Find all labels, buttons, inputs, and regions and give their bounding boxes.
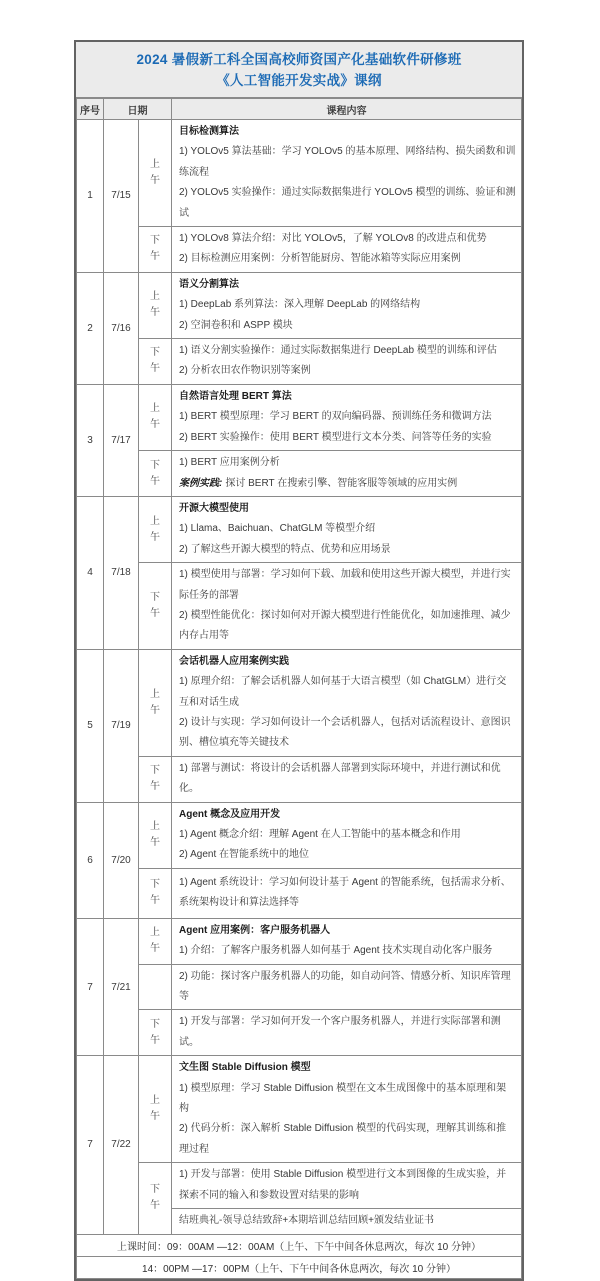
- course-subrow: [77, 1056, 522, 1163]
- course-item: 2) 设计与实现：学习如何设计一个会话机器人，包括对话流程设计、意图识别、槽位填充等关键技术: [179, 716, 511, 749]
- course-item: 2) 目标检测应用案例：分析智能厨房、智能冰箱等实际应用案例: [179, 253, 461, 265]
- course-subrow: [77, 868, 522, 918]
- session-content: [172, 227, 522, 273]
- topic-title: 会话机器人应用案例实践: [179, 655, 289, 667]
- course-subrow: [77, 802, 522, 868]
- title-line-1: 2024 暑假新工科全国高校师资国产化基础软件研修班: [136, 52, 462, 67]
- course-item: 2) 代码分析：深入解析 Stable Diffusion 模型的代码实现，理解其训练和推理过程: [179, 1123, 507, 1155]
- course-item: 1) BERT 应用案例分析: [179, 457, 280, 469]
- course-item: 1) Agent 系统设计：学习如何设计基于 Agent 的智能系统，包括需求分析、系统架构设计和算法选择等: [179, 876, 511, 909]
- header-row: [77, 99, 522, 120]
- course-item: 1) 语义分割实验操作：通过实际数据集进行 DeepLab 模型的训练和评估: [179, 345, 497, 357]
- session-content: [172, 802, 522, 868]
- row-number: 7: [77, 918, 104, 1055]
- session-content: [172, 563, 522, 650]
- session-content: [172, 496, 522, 562]
- session-time-label: 下 午: [139, 339, 172, 385]
- course-item: 1) 模型使用与部署：学习如何下载、加载和使用这些开源大模型，并进行实际任务的部署: [179, 569, 511, 601]
- session-time-label: 下 午: [139, 1163, 172, 1234]
- course-item: 2) 功能：探讨客户服务机器人的功能，如自动问答、情感分析、知识库管理等: [179, 970, 511, 1003]
- course-item: 2) 空洞卷积和 ASPP 模块: [179, 319, 293, 331]
- topic-title: 开源大模型使用: [179, 502, 249, 514]
- session-content: [172, 868, 522, 918]
- course-outline-sheet: [74, 40, 524, 1281]
- course-subrow: [77, 563, 522, 650]
- course-subrow: [77, 339, 522, 385]
- session-content: [172, 918, 522, 964]
- session-content: [172, 649, 522, 756]
- topic-title: Agent 应用案例：客户服务机器人: [179, 924, 331, 936]
- schedule-note-afternoon: 14：00PM —17：00PM（上午、下午中间各休息两次，每次 10 分钟）: [77, 1256, 522, 1278]
- course-item: 1) BERT 模型原理：学习 BERT 的双向编码器、预训练任务和微调方法: [179, 411, 492, 423]
- course-item: 2) BERT 实验操作：使用 BERT 模型进行文本分类、问答等任务的实验: [179, 431, 492, 443]
- row-number: 2: [77, 272, 104, 384]
- session-content: [172, 1163, 522, 1209]
- course-item: 1) 开发与部署：学习如何开发一个客户服务机器人，并进行实际部署和测试。: [179, 1016, 501, 1048]
- course-subrow: [77, 120, 522, 227]
- row-date: 7/19: [104, 649, 139, 802]
- course-subrow: [77, 272, 522, 338]
- session-time-label: 下 午: [139, 868, 172, 918]
- session-time-label: 上 午: [139, 272, 172, 338]
- course-item: 1) YOLOv8 算法介绍：对比 YOLOv5，了解 YOLOv8 的改进点和优势: [179, 233, 487, 245]
- session-content: [172, 120, 522, 227]
- row-date: 7/15: [104, 120, 139, 273]
- course-item: [179, 474, 516, 494]
- row-date: 7/17: [104, 384, 139, 496]
- row-date: 7/20: [104, 802, 139, 918]
- column-header-content: 课程内容: [172, 99, 522, 120]
- course-subrow: [77, 496, 522, 562]
- document-title: [76, 42, 522, 98]
- course-item: 2) Agent 在智能系统中的地位: [179, 849, 310, 861]
- session-content: [172, 339, 522, 385]
- course-item: 结班典礼-领导总结致辞+本期培训总结回顾+颁发结业证书: [179, 1215, 435, 1227]
- course-item: 2) YOLOv5 实验操作：通过实际数据集进行 YOLOv5 模型的训练、验证和测试: [179, 187, 516, 219]
- session-content: [172, 1056, 522, 1163]
- course-subrow: [77, 649, 522, 756]
- course-subrow: [77, 1010, 522, 1056]
- course-item: 2) 模型性能优化：探讨如何对开源大模型进行性能优化，如加速推理、减少内存占用等: [179, 609, 511, 642]
- row-number: 5: [77, 649, 104, 802]
- column-header-no: 序号: [77, 99, 104, 120]
- session-time-label: 下 午: [139, 563, 172, 650]
- topic-title: 文生图 Stable Diffusion 模型: [179, 1062, 311, 1074]
- row-date: 7/18: [104, 496, 139, 649]
- session-time-label: 上 午: [139, 496, 172, 562]
- session-content: [172, 964, 522, 1010]
- row-number: 3: [77, 384, 104, 496]
- course-subrow: [77, 227, 522, 273]
- course-item: 1) YOLOv5 算法基础：学习 YOLOv5 的基本原理、网络结构、损失函数和训练流程: [179, 146, 516, 178]
- course-item: 1) DeepLab 系列算法：深入理解 DeepLab 的网络结构: [179, 299, 421, 311]
- course-subrow: [77, 964, 522, 1010]
- row-number: 6: [77, 802, 104, 918]
- course-item: 1) Llama、Baichuan、ChatGLM 等模型介绍: [179, 523, 376, 535]
- course-subrow: [77, 1163, 522, 1209]
- topic-title: 目标检测算法: [179, 126, 239, 137]
- course-subrow: [77, 918, 522, 964]
- session-time-label: 下 午: [139, 756, 172, 802]
- course-subrow: [77, 384, 522, 450]
- session-time-label: 上 午: [139, 384, 172, 450]
- session-time-label: 上 午: [139, 1056, 172, 1163]
- session-time-label: 下 午: [139, 227, 172, 273]
- course-item: 2) 了解这些开源大模型的特点、优势和应用场景: [179, 543, 391, 555]
- row-number: 4: [77, 496, 104, 649]
- row-date: 7/22: [104, 1056, 139, 1234]
- course-subrow: [77, 756, 522, 802]
- session-time-label: 下 午: [139, 451, 172, 497]
- title-line-2: 《人工智能开发实战》课纲: [216, 73, 382, 88]
- session-time-label: 上 午: [139, 918, 172, 964]
- session-time-label: 上 午: [139, 802, 172, 868]
- course-item-text: 探讨 BERT 在搜索引擎、智能客服等领域的应用实例: [225, 477, 458, 489]
- schedule-note-row-2: [77, 1256, 522, 1278]
- topic-title: 自然语言处理 BERT 算法: [179, 390, 292, 402]
- session-content: [172, 384, 522, 450]
- topic-title: Agent 概念及应用开发: [179, 808, 281, 820]
- row-date: 7/21: [104, 918, 139, 1055]
- session-content: [172, 272, 522, 338]
- schedule-note-row-1: [77, 1234, 522, 1256]
- topic-title: 语义分割算法: [179, 278, 239, 290]
- session-content: [172, 756, 522, 802]
- schedule-note-morning: 上课时间：09：00AM —12：00AM（上午、下午中间各休息两次，每次 10 分钟）: [77, 1234, 522, 1256]
- syllabus-table: [76, 98, 522, 1279]
- session-time-label: [139, 964, 172, 1010]
- course-item: 1) 介绍：了解客户服务机器人如何基于 Agent 技术实现自动化客户服务: [179, 945, 493, 957]
- course-item: 1) 模型原理：学习 Stable Diffusion 模型在文本生成图像中的基本原理和架构: [179, 1082, 507, 1115]
- session-time-label: 上 午: [139, 120, 172, 227]
- course-item: 1) Agent 概念介绍：理解 Agent 在人工智能中的基本概念和作用: [179, 829, 461, 840]
- session-content: [172, 451, 522, 497]
- row-number: 7: [77, 1056, 104, 1234]
- course-item: 1) 开发与部署：使用 Stable Diffusion 模型进行文本到图像的生成实验，并探索不同的输入和参数设置对结果的影响: [179, 1169, 507, 1201]
- session-time-label: 上 午: [139, 649, 172, 756]
- session-content: [172, 1010, 522, 1056]
- course-item: 2) 分析农田农作物识别等案例: [179, 365, 311, 377]
- case-practice-label: 案例实践:: [179, 477, 223, 489]
- course-item: 1) 部署与测试：将设计的会话机器人部署到实际环境中，并进行测试和优化。: [179, 762, 501, 795]
- column-header-date: 日期: [104, 99, 172, 120]
- row-date: 7/16: [104, 272, 139, 384]
- course-subrow: [77, 451, 522, 497]
- session-time-label: 下 午: [139, 1010, 172, 1056]
- row-number: 1: [77, 120, 104, 273]
- session-content: [172, 1209, 522, 1234]
- course-item: 1) 原理介绍：了解会话机器人如何基于大语言模型（如 ChatGLM）进行交互和对话生成: [179, 676, 507, 708]
